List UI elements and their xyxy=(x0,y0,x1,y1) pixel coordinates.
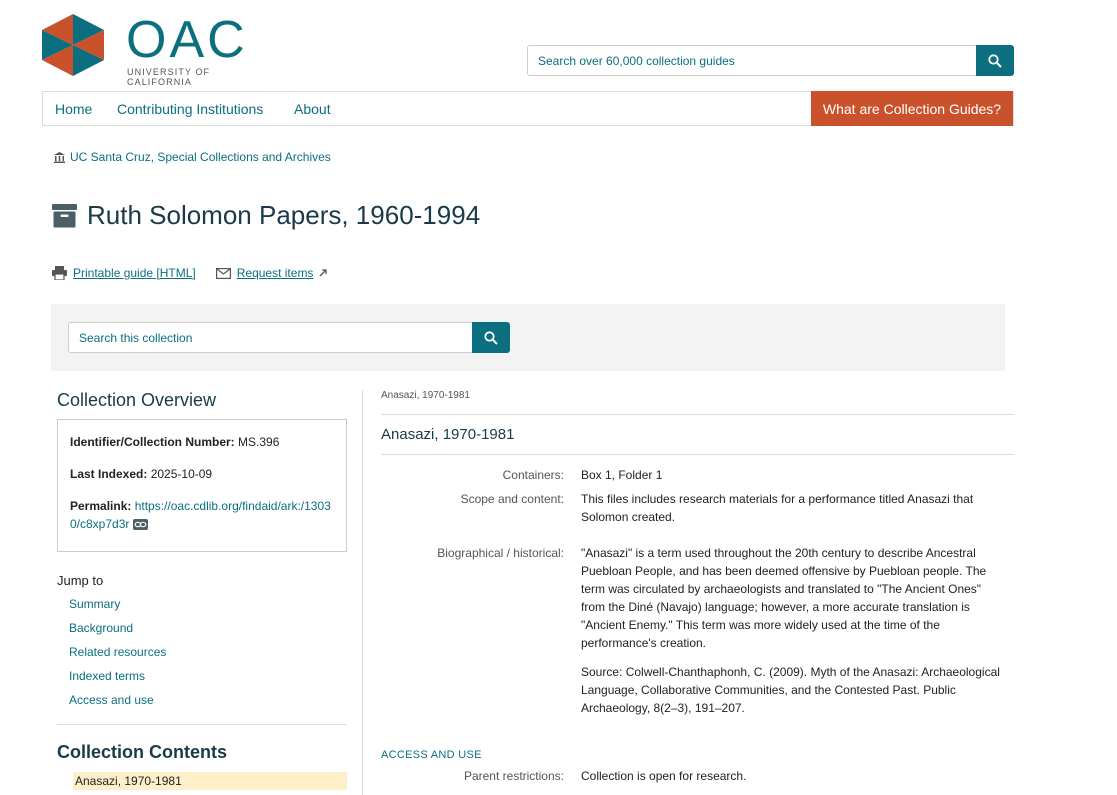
oac-logo[interactable] xyxy=(42,11,262,87)
last-indexed-value: 2025-10-09 xyxy=(150,467,213,481)
main-nav xyxy=(42,91,1014,126)
request-items-link[interactable] xyxy=(216,266,328,280)
printable-guide-label: Printable guide [HTML] xyxy=(73,266,196,280)
breadcrumb xyxy=(54,150,331,164)
nav-home[interactable]: Home xyxy=(55,101,93,117)
contents-item-selected[interactable]: Anasazi, 1970-1981 xyxy=(73,772,347,790)
logo-text: OAC xyxy=(126,11,248,69)
copy-link-icon[interactable] xyxy=(133,519,148,530)
institution-icon xyxy=(54,152,65,163)
oac-logo-mark-icon xyxy=(42,14,104,76)
identifier-row xyxy=(70,433,334,451)
component-details xyxy=(381,466,1014,717)
parent-restrictions-value: Collection is open for research. xyxy=(581,769,747,783)
divider xyxy=(381,454,1014,455)
permalink-label: Permalink: xyxy=(70,499,132,513)
containers-label: Containers: xyxy=(502,468,564,482)
permalink-link[interactable]: https://oac.cdlib.org/findaid/ark:/13030/c8xp7d3r xyxy=(70,499,331,531)
collection-title: Ruth Solomon Papers, 1960-1994 xyxy=(87,200,481,230)
column-divider xyxy=(362,390,363,795)
jump-related-resources-link[interactable]: Related resources xyxy=(69,645,167,659)
bio-source: Source: Colwell-Chanthaphonh, C. (2009). Myth of the Anasazi: Archaeological Language, Collaborative Communities, and the Contested Past. Public Archaeology, 8(2–3), 191–207. xyxy=(581,665,1000,715)
last-indexed-label: Last Indexed: xyxy=(70,467,148,481)
identifier-value: MS.396 xyxy=(238,435,280,449)
bio-paragraph: "Anasazi" is a term used throughout the 20th century to describe Ancestral Puebloan People, and has been deemed offensive by Puebloan people. The term was circulated by archaeologists and translated to "The Ancient Ones" from the Diné (Navajo) language; however, a more accurate translation is "Ancient Enemy." This term was more widely used at the time of the performance's creation. xyxy=(581,546,987,650)
collection-overview-heading: Collection Overview xyxy=(57,390,217,410)
collection-search xyxy=(68,322,510,353)
parent-restrictions-label: Parent restrictions: xyxy=(463,769,564,783)
what-are-collection-guides-button[interactable]: What are Collection Guides? xyxy=(811,91,1013,126)
logo-subtitle: UNIVERSITY OF CALIFORNIA xyxy=(127,67,211,87)
collection-search-input[interactable] xyxy=(68,322,473,353)
request-items-label: Request items xyxy=(236,266,314,280)
search-icon xyxy=(988,54,1002,68)
archive-box-icon xyxy=(52,204,77,228)
identifier-label: Identifier/Collection Number: xyxy=(70,435,235,449)
jump-to-heading: Jump to xyxy=(57,573,104,588)
page-title xyxy=(52,200,480,231)
access-and-use-heading: ACCESS AND USE xyxy=(381,749,482,761)
scope-row xyxy=(381,490,1014,526)
collection-search-band xyxy=(51,304,1005,371)
jump-indexed-terms-link[interactable]: Indexed terms xyxy=(69,669,146,683)
printable-guide-link[interactable] xyxy=(52,266,196,280)
main-content xyxy=(381,390,1014,785)
containers-row xyxy=(381,466,1014,484)
site-search-input[interactable] xyxy=(527,45,977,76)
jump-to-list xyxy=(57,596,347,716)
envelope-icon xyxy=(216,268,231,279)
scope-label: Scope and content: xyxy=(460,492,564,506)
site-search-button[interactable] xyxy=(976,45,1014,76)
component-heading: Anasazi, 1970-1981 xyxy=(381,426,515,443)
nav-contributing-institutions[interactable]: Contributing Institutions xyxy=(117,101,264,117)
nav-about[interactable]: About xyxy=(294,101,331,117)
bio-value xyxy=(581,544,1001,717)
breadcrumb-institution-link[interactable]: UC Santa Cruz, Special Collections and Archives xyxy=(70,150,331,164)
search-icon xyxy=(484,331,498,345)
sidebar-divider xyxy=(57,724,347,725)
action-links xyxy=(52,266,327,280)
divider xyxy=(381,414,1014,415)
permalink-row xyxy=(70,497,334,533)
bio-row xyxy=(381,544,1014,717)
jump-background-link[interactable]: Background xyxy=(69,621,134,635)
component-breadcrumb[interactable]: Anasazi, 1970-1981 xyxy=(381,390,470,401)
jump-access-and-use-link[interactable]: Access and use xyxy=(69,693,154,707)
printer-icon xyxy=(52,266,67,280)
site-search xyxy=(527,45,1014,76)
bio-label: Biographical / historical: xyxy=(437,546,564,560)
last-indexed-row xyxy=(70,465,334,483)
collection-contents-heading: Collection Contents xyxy=(57,742,227,762)
collection-search-button[interactable] xyxy=(472,322,510,353)
external-link-icon xyxy=(319,269,327,277)
scope-value: This files includes research materials for a performance titled Anasazi that Solomon created. xyxy=(581,492,974,524)
sidebar xyxy=(57,390,347,790)
collection-overview-box xyxy=(57,419,347,552)
parent-restrictions-row xyxy=(381,767,1014,785)
jump-summary-link[interactable]: Summary xyxy=(69,597,121,611)
containers-value: Box 1, Folder 1 xyxy=(581,468,663,482)
